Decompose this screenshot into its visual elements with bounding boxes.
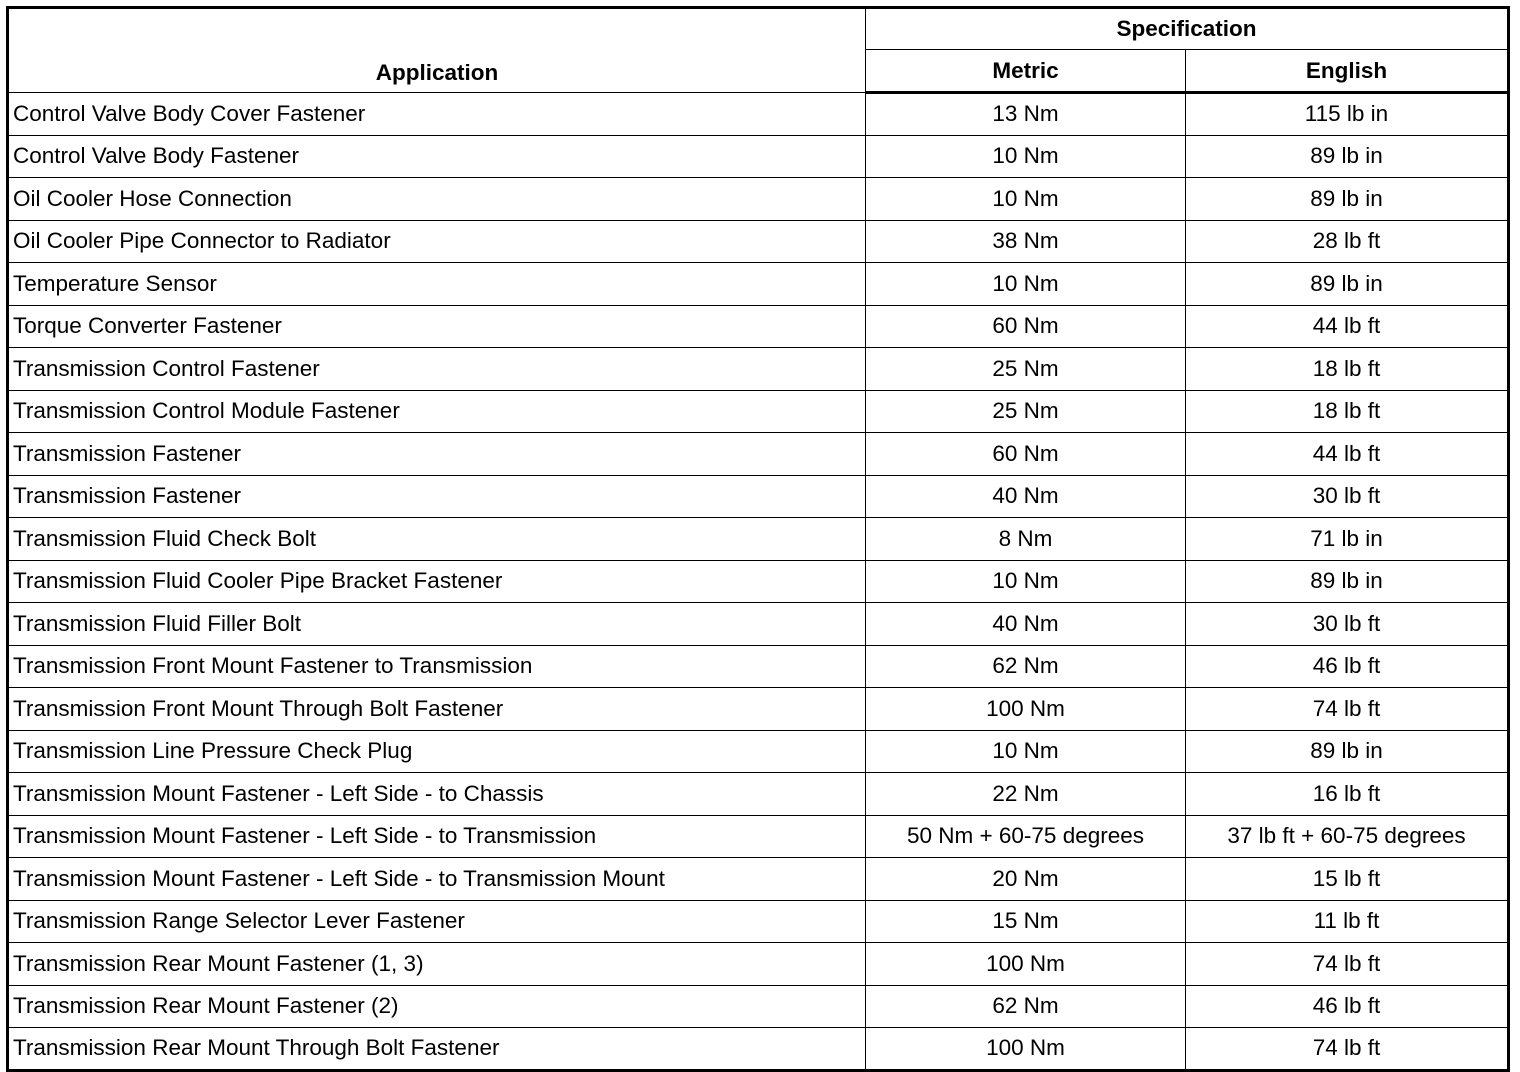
- metric-cell: 38 Nm: [866, 220, 1186, 263]
- table-row: [8, 815, 1509, 858]
- metric-cell: 100 Nm: [866, 1028, 1186, 1071]
- metric-cell: 22 Nm: [866, 773, 1186, 816]
- table-row: [8, 603, 1509, 646]
- metric-cell: 50 Nm + 60-75 degrees: [866, 815, 1186, 858]
- application-cell: Oil Cooler Pipe Connector to Radiator: [8, 220, 866, 263]
- metric-cell: 100 Nm: [866, 688, 1186, 731]
- english-cell: 89 lb in: [1186, 135, 1509, 178]
- table-row: [8, 263, 1509, 306]
- metric-cell: 62 Nm: [866, 985, 1186, 1028]
- application-cell: Transmission Mount Fastener - Left Side - to Chassis: [8, 773, 866, 816]
- application-cell: Transmission Front Mount Through Bolt Fastener: [8, 688, 866, 731]
- table-row: [8, 178, 1509, 221]
- english-cell: 74 lb ft: [1186, 688, 1509, 731]
- application-cell: Transmission Fluid Check Bolt: [8, 518, 866, 561]
- table-row: [8, 688, 1509, 731]
- english-cell: 71 lb in: [1186, 518, 1509, 561]
- metric-cell: 100 Nm: [866, 943, 1186, 986]
- english-cell: 89 lb in: [1186, 263, 1509, 306]
- table-row: [8, 220, 1509, 263]
- metric-cell: 10 Nm: [866, 178, 1186, 221]
- application-cell: Transmission Fastener: [8, 475, 866, 518]
- application-cell: Transmission Rear Mount Fastener (1, 3): [8, 943, 866, 986]
- table-row: [8, 475, 1509, 518]
- metric-cell: 25 Nm: [866, 390, 1186, 433]
- english-cell: 44 lb ft: [1186, 433, 1509, 476]
- table-row: [8, 433, 1509, 476]
- application-cell: Control Valve Body Cover Fastener: [8, 93, 866, 136]
- application-cell: Transmission Rear Mount Fastener (2): [8, 985, 866, 1028]
- english-cell: 46 lb ft: [1186, 645, 1509, 688]
- application-cell: Transmission Fluid Filler Bolt: [8, 603, 866, 646]
- metric-cell: 15 Nm: [866, 900, 1186, 943]
- header-row-top: [8, 8, 1509, 50]
- english-cell: 18 lb ft: [1186, 390, 1509, 433]
- metric-cell: 40 Nm: [866, 475, 1186, 518]
- application-cell: Transmission Mount Fastener - Left Side - to Transmission Mount: [8, 858, 866, 901]
- table-row: [8, 93, 1509, 136]
- metric-cell: 10 Nm: [866, 263, 1186, 306]
- metric-cell: 8 Nm: [866, 518, 1186, 561]
- table-row: [8, 943, 1509, 986]
- english-cell: 115 lb in: [1186, 93, 1509, 136]
- application-cell: Temperature Sensor: [8, 263, 866, 306]
- metric-cell: 60 Nm: [866, 305, 1186, 348]
- english-cell: 44 lb ft: [1186, 305, 1509, 348]
- metric-cell: 10 Nm: [866, 560, 1186, 603]
- application-cell: Oil Cooler Hose Connection: [8, 178, 866, 221]
- english-cell: 89 lb in: [1186, 730, 1509, 773]
- table-row: [8, 305, 1509, 348]
- application-cell: Transmission Range Selector Lever Fastener: [8, 900, 866, 943]
- metric-cell: 40 Nm: [866, 603, 1186, 646]
- application-cell: Transmission Fastener: [8, 433, 866, 476]
- english-cell: 89 lb in: [1186, 178, 1509, 221]
- application-cell: Transmission Mount Fastener - Left Side - to Transmission: [8, 815, 866, 858]
- metric-cell: 13 Nm: [866, 93, 1186, 136]
- table-row: [8, 560, 1509, 603]
- table-row: [8, 730, 1509, 773]
- metric-header: Metric: [866, 50, 1186, 93]
- english-cell: 15 lb ft: [1186, 858, 1509, 901]
- table-row: [8, 518, 1509, 561]
- english-cell: 37 lb ft + 60-75 degrees: [1186, 815, 1509, 858]
- table-body: [8, 93, 1509, 1071]
- metric-cell: 10 Nm: [866, 135, 1186, 178]
- english-cell: 46 lb ft: [1186, 985, 1509, 1028]
- english-cell: 74 lb ft: [1186, 1028, 1509, 1071]
- table-row: [8, 858, 1509, 901]
- english-cell: 18 lb ft: [1186, 348, 1509, 391]
- english-cell: 74 lb ft: [1186, 943, 1509, 986]
- table-row: [8, 645, 1509, 688]
- application-cell: Torque Converter Fastener: [8, 305, 866, 348]
- application-cell: Transmission Front Mount Fastener to Transmission: [8, 645, 866, 688]
- table-header: [8, 8, 1509, 93]
- application-cell: Transmission Control Fastener: [8, 348, 866, 391]
- metric-cell: 20 Nm: [866, 858, 1186, 901]
- metric-cell: 25 Nm: [866, 348, 1186, 391]
- table-row: [8, 900, 1509, 943]
- english-cell: 16 lb ft: [1186, 773, 1509, 816]
- application-cell: Transmission Control Module Fastener: [8, 390, 866, 433]
- table-row: [8, 390, 1509, 433]
- application-cell: Control Valve Body Fastener: [8, 135, 866, 178]
- application-cell: Transmission Rear Mount Through Bolt Fastener: [8, 1028, 866, 1071]
- english-cell: 11 lb ft: [1186, 900, 1509, 943]
- application-header: Application: [8, 8, 866, 93]
- specification-header: Specification: [866, 8, 1509, 50]
- fastener-specification-table: [6, 6, 1510, 1072]
- metric-cell: 62 Nm: [866, 645, 1186, 688]
- table-row: [8, 773, 1509, 816]
- metric-cell: 10 Nm: [866, 730, 1186, 773]
- table-row: [8, 1028, 1509, 1071]
- english-cell: 30 lb ft: [1186, 475, 1509, 518]
- metric-cell: 60 Nm: [866, 433, 1186, 476]
- table-row: [8, 348, 1509, 391]
- english-cell: 89 lb in: [1186, 560, 1509, 603]
- english-cell: 30 lb ft: [1186, 603, 1509, 646]
- table-row: [8, 985, 1509, 1028]
- english-cell: 28 lb ft: [1186, 220, 1509, 263]
- english-header: English: [1186, 50, 1509, 93]
- table-row: [8, 135, 1509, 178]
- application-cell: Transmission Line Pressure Check Plug: [8, 730, 866, 773]
- application-cell: Transmission Fluid Cooler Pipe Bracket Fastener: [8, 560, 866, 603]
